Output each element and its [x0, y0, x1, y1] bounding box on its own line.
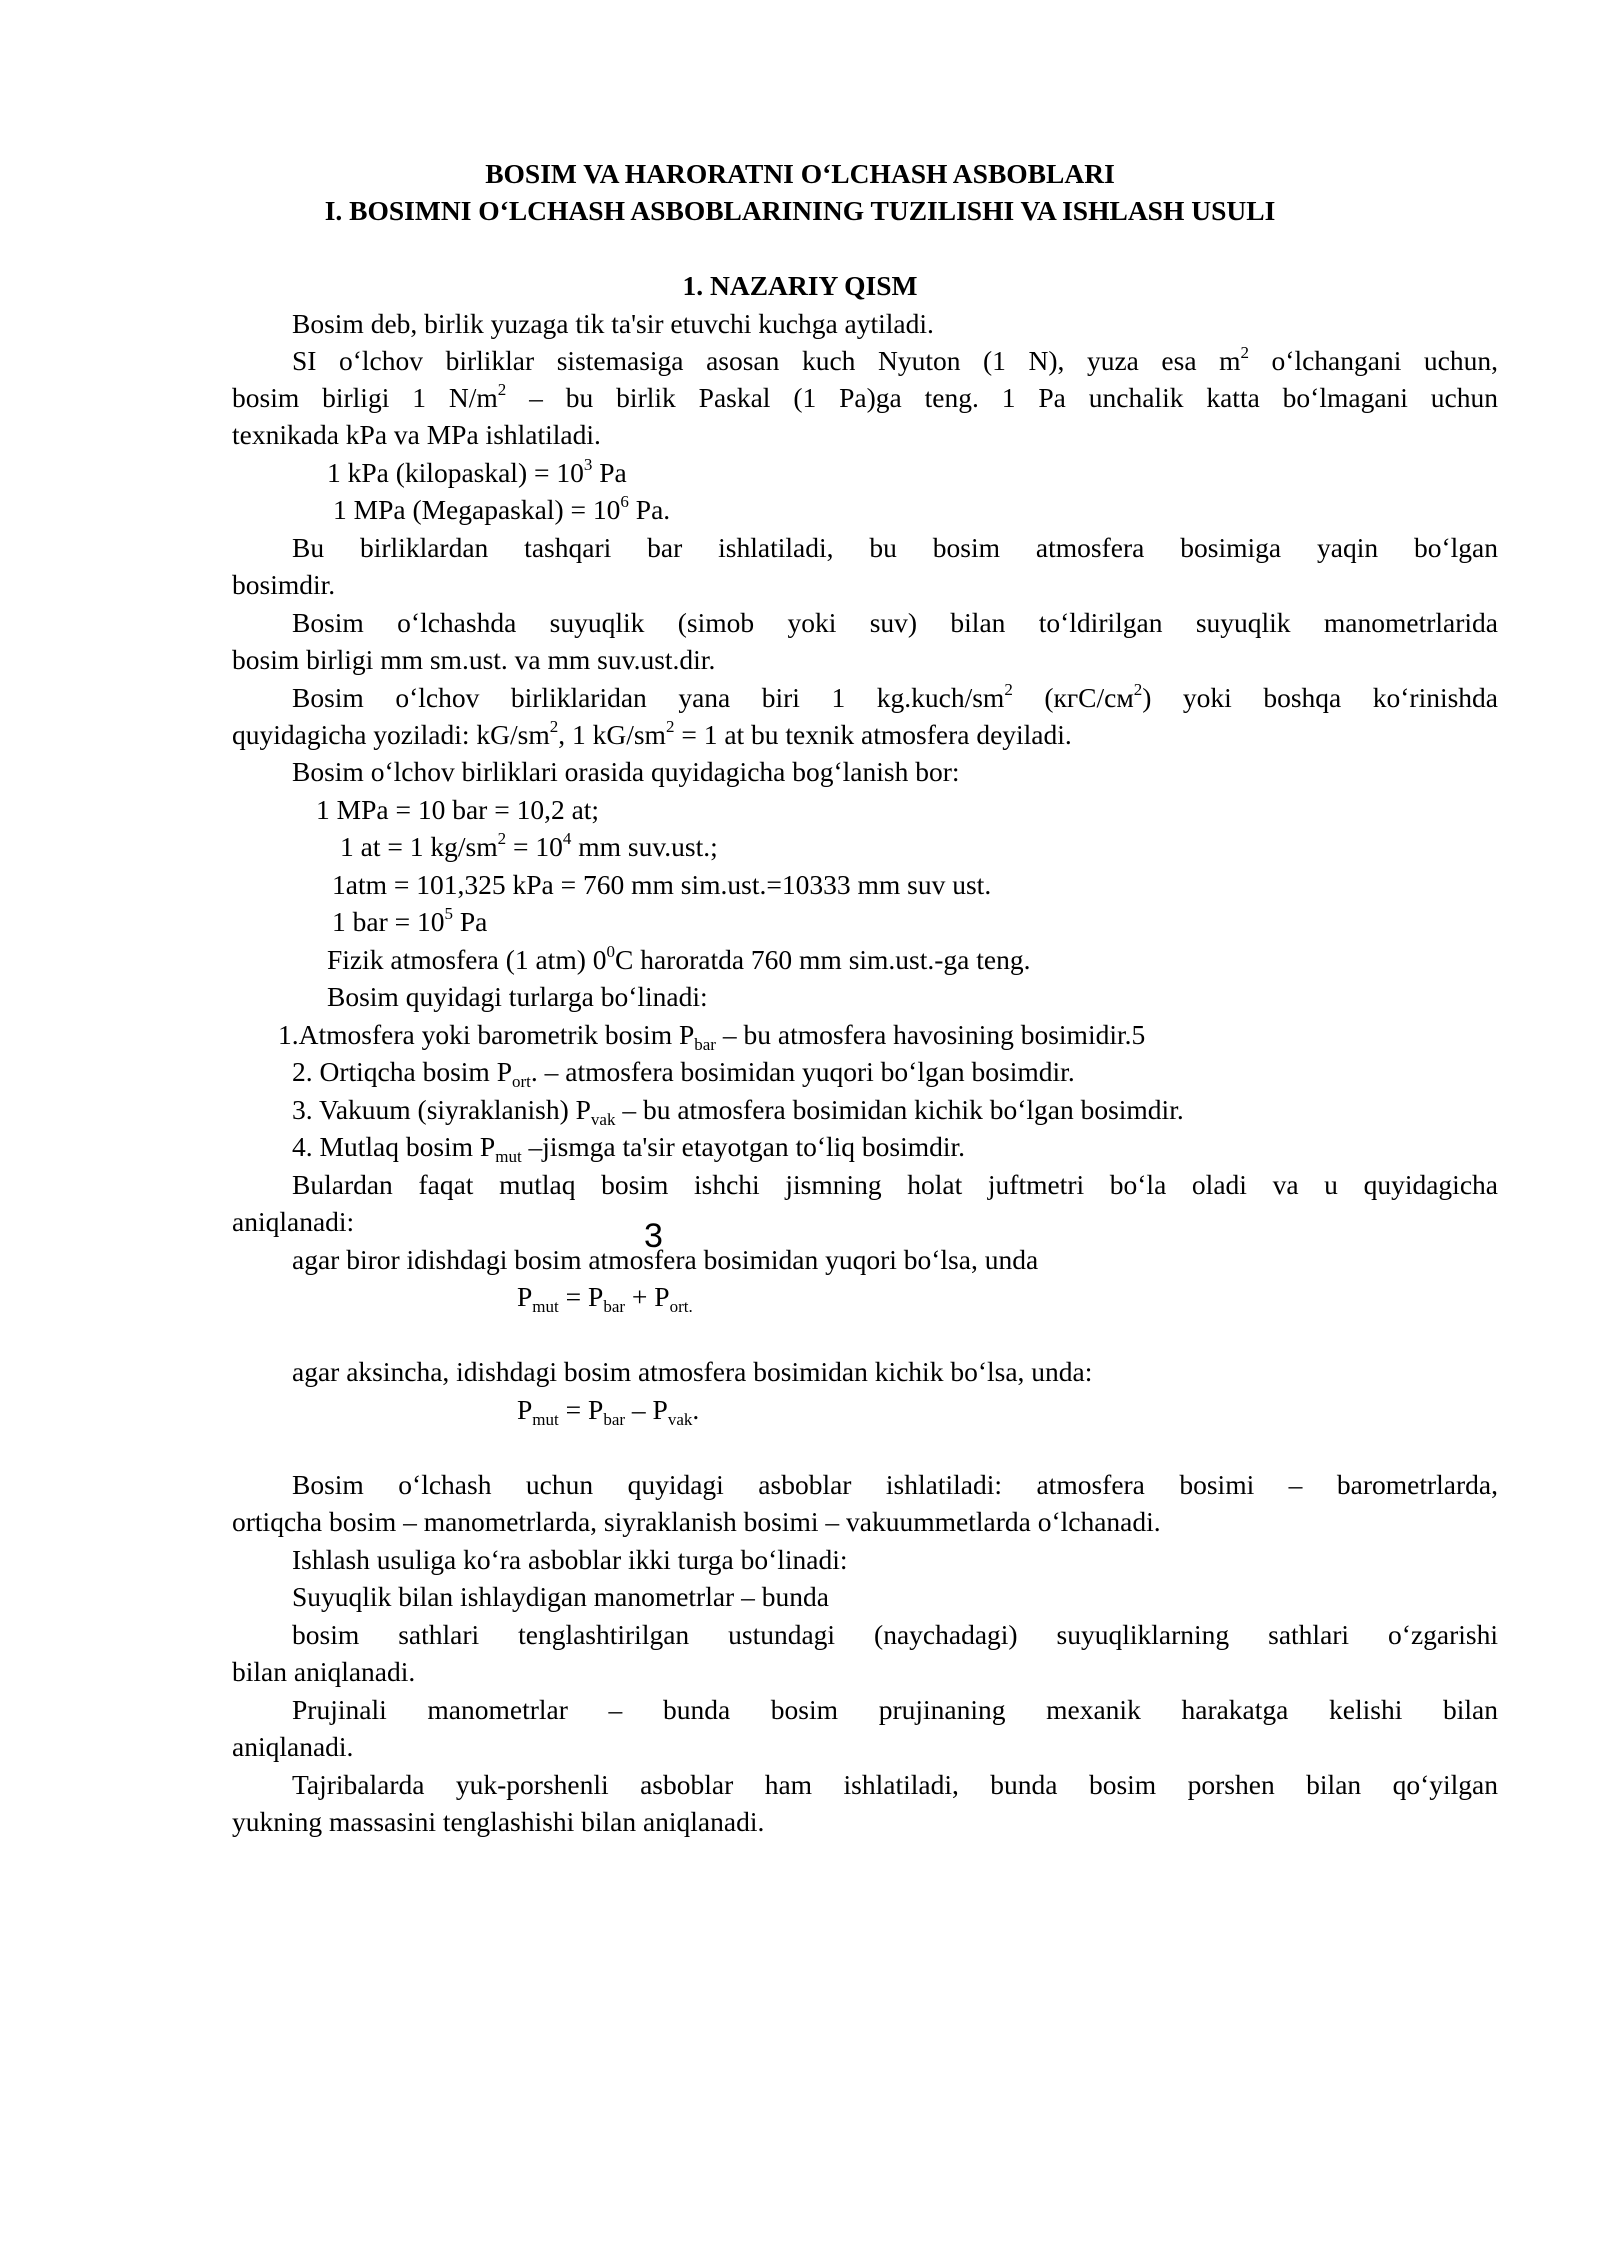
document-title: BOSIM VA HARORATNI O‘LCHASH ASBOBLARI: [485, 158, 1115, 189]
paragraph-relations-intro: Bosim o‘lchov birliklari orasida quyidagicha bog‘lanish bor:: [292, 756, 960, 787]
paragraph-absolute-line2: aniqlanadi:: [232, 1206, 355, 1237]
equation-megapascal: 1 MPa (Megapaskal) = $10^6$ Pa.: [333, 492, 671, 525]
paragraph-bar-line2: bosimdir.: [232, 569, 336, 600]
relation-atm: 1atm = 101,325 kPa = 760 mm sim.ust.=10333 mm suv ust.: [332, 869, 992, 900]
relation-bar: 1 bar = $10^5$ Pa: [332, 904, 488, 937]
chapter-title: I. BOSIMNI O‘LCHASH ASBOBLARINING TUZILISHI VA ISHLASH USULI: [324, 195, 1276, 226]
paragraph-levels-line2: bilan aniqlanadi.: [232, 1656, 416, 1687]
relation-at: 1 at = 1 $kg/sm^2 = 10^4$ mm suv.ust.;: [340, 829, 718, 862]
paragraph-spring-line1: Prujinali manometrlar – bunda bosim prujinaning mexanik harakatga kelishi bilan: [292, 1694, 1498, 1725]
paragraph-instruments-line1: Bosim o‘lchash uchun quyidagi asboblar ishlatiladi: atmosfera bosimi – barometrlarda,: [292, 1469, 1498, 1500]
paragraph-piston-line2: yukning massasini tenglashishi bilan aniqlanadi.: [232, 1806, 765, 1837]
pressure-types-intro: Bosim quyidagi turlarga bo‘linadi:: [327, 981, 708, 1012]
paragraph-absolute-line1: Bulardan faqat mutlaq bosim ishchi jismning holat juftmetri bo‘la oladi va u quyidagicha: [292, 1169, 1498, 1200]
paragraph-case-higher: agar biror idishdagi bosim atmosfera bosimidan yuqori bo‘lsa, unda: [292, 1244, 1039, 1275]
paragraph-manometer-line2: bosim birligi mm sm.ust. va mm suv.ust.dir.: [232, 644, 716, 675]
paragraph-bar-line1: Bu birliklardan tashqari bar ishlatiladi, bu bosim atmosfera bosimiga yaqin bo‘lgan: [292, 532, 1498, 563]
paragraph-kgf-line1: Bosim o‘lchov birliklaridan yana biri 1 $kg.kuch/sm^2$ $(кгС/см^2)$ yoki boshqa ko‘rinishda: [292, 680, 1498, 713]
paragraph-classification: Ishlash usuliga ko‘ra asboblar ikki turga bo‘linadi:: [292, 1544, 848, 1575]
paragraph-si-units-line2: bosim birligi 1 $N/m^2$ – bu birlik Paskal (1 Pa)ga teng. 1 Pa unchalik katta bo‘lmagani uchun: [232, 380, 1498, 413]
paragraph-si-units-line1: SI o‘lchov birliklar sistemasiga asosan kuch Nyuton (1 N), yuza esa $m^2$ o‘lchangani uchun,: [292, 343, 1498, 376]
paragraph-spring-line2: aniqlanadi.: [232, 1731, 354, 1762]
section-heading: 1. NAZARIY QISM: [682, 270, 918, 301]
formula-absolute-vacuum: $P_{mut} = P_{bar} - P_{vak}$.: [517, 1394, 700, 1429]
pressure-type-vacuum: 3. Vakuum (siyraklanish) $P_{vak}$ – bu atmosfera bosimidan kichik bo‘lgan bosimdir.: [292, 1094, 1184, 1129]
relation-physical-atmosphere: Fizik atmosfera (1 atm) $0^0C$ haroratda 760 mm sim.ust.-ga teng.: [327, 942, 1031, 975]
paragraph-case-lower: agar aksincha, idishdagi bosim atmosfera bosimidan kichik bo‘lsa, unda:: [292, 1356, 1093, 1387]
page-number: 3: [644, 1217, 663, 1255]
formula-absolute-gauge: $P_{mut} = P_{bar} + P_{ort.}$: [517, 1281, 693, 1316]
paragraph-definition: Bosim deb, birlik yuzaga tik ta'sir etuvchi kuchga aytiladi.: [292, 308, 934, 339]
paragraph-levels-line1: bosim sathlari tenglashtirilgan ustundagi (naychadagi) suyuqliklarning sathlari o‘zgarishi: [292, 1619, 1498, 1650]
pressure-type-absolute: 4. Mutlaq bosim $P_{mut}$ –jismga ta'sir etayotgan to‘liq bosimdir.: [292, 1131, 966, 1166]
paragraph-piston-line1: Tajribalarda yuk-porshenli asboblar ham ishlatiladi, bunda bosim porshen bilan qo‘yilgan: [292, 1769, 1498, 1800]
paragraph-liquid-manometers: Suyuqlik bilan ishlaydigan manometrlar – bunda: [292, 1581, 829, 1612]
paragraph-si-units-line3: texnikada kPa va MPa ishlatiladi.: [232, 419, 601, 450]
pressure-type-gauge: 2. Ortiqcha bosim $P_{ort}$. – atmosfera bosimidan yuqori bo‘lgan bosimdir.: [292, 1056, 1075, 1091]
paragraph-manometer-line1: Bosim o‘lchashda suyuqlik (simob yoki suv) bilan to‘ldirilgan suyuqlik manometrlarida: [292, 607, 1498, 638]
paragraph-instruments-line2: ortiqcha bosim – manometrlarda, siyraklanish bosimi – vakuummetlarda o‘lchanadi.: [232, 1506, 1161, 1537]
relation-mpa: 1 MPa = 10 bar = 10,2 at;: [316, 794, 600, 825]
equation-kilopascal: 1 kPa (kilopaskal) = $10^3$ Pa: [327, 455, 627, 488]
pressure-type-atmospheric: 1.Atmosfera yoki barometrik bosim $P_{bar}$ – bu atmosfera havosining bosimidir.5: [278, 1019, 1146, 1054]
paragraph-kgf-line2: quyidagicha yoziladi: $kG/sm^2$, 1 $kG/sm^2 = 1$ at bu texnik atmosfera deyiladi.: [232, 717, 1072, 750]
